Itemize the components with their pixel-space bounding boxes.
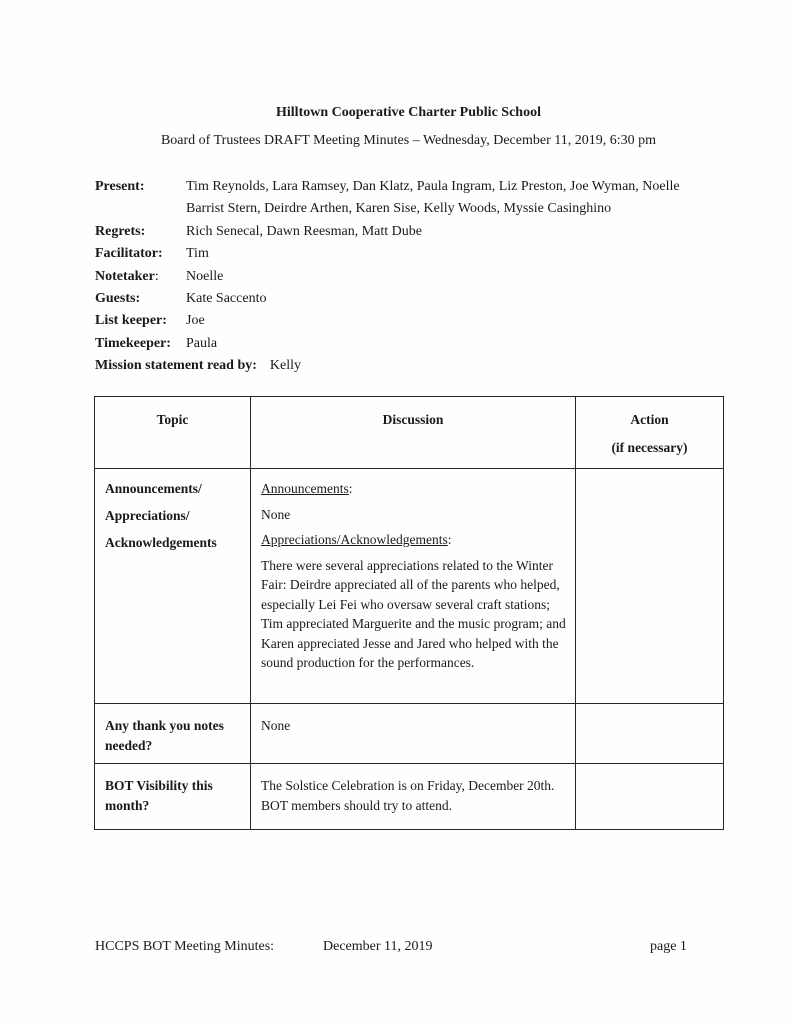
- topic-cell-bot-visibility: BOT Visibility this month?: [95, 764, 251, 830]
- thank-you-notes-text: None: [261, 718, 291, 733]
- footer-document-label: HCCPS BOT Meeting Minutes:: [95, 939, 275, 954]
- roster-label: [95, 333, 186, 355]
- footer-page-number: page 1: [650, 939, 687, 954]
- action-header-line2: (if necessary): [611, 439, 688, 455]
- appreciations-heading-line: [261, 530, 567, 550]
- roster-value: Tim: [186, 246, 209, 262]
- roster-label: [95, 266, 186, 288]
- mission-statement-value: Kelly: [269, 358, 302, 374]
- roster-row-list-keeper: [95, 310, 724, 332]
- roster-row-timekeeper: [95, 333, 724, 355]
- table-row-announcements: [95, 469, 724, 704]
- announcements-heading: Announcements: [261, 481, 349, 496]
- roster-row-facilitator: [95, 243, 724, 265]
- roster-label-text: List keeper:: [95, 313, 167, 329]
- roster-label-text: Notetaker: [95, 268, 155, 284]
- column-header-topic: Topic: [95, 397, 251, 469]
- roster-value: Kate Saccento: [186, 291, 267, 307]
- mission-statement-label: Mission statement read by:: [95, 358, 257, 374]
- announcements-heading-line: [261, 479, 567, 499]
- minutes-table: [94, 396, 724, 830]
- attendance-roster: [95, 176, 724, 378]
- roster-label: [95, 221, 186, 243]
- topic-cell-thank-you-notes: Any thank you notes needed?: [95, 704, 251, 764]
- roster-label: [95, 288, 186, 310]
- roster-value: Noelle: [186, 268, 224, 284]
- announcements-heading-colon: :: [348, 481, 353, 496]
- roster-label: [95, 176, 186, 198]
- roster-row-notetaker: [95, 266, 724, 288]
- roster-row-guests: [95, 288, 724, 310]
- document-title: Hilltown Cooperative Charter Public School: [276, 105, 541, 120]
- action-cell-bot-visibility: [576, 764, 724, 830]
- discussion-cell-thank-you-notes: [251, 704, 576, 764]
- topic-cell-announcements: Announcements/ Appreciations/ Acknowledgements: [95, 469, 251, 704]
- column-header-discussion: Discussion: [251, 397, 576, 469]
- roster-value: Rich Senecal, Dawn Reesman, Matt Dube: [186, 223, 422, 239]
- document-subtitle: Board of Trustees DRAFT Meeting Minutes – Wednesday, December 11, 2019, 6:30 pm: [160, 133, 657, 148]
- roster-label-tail: :: [154, 268, 159, 284]
- footer-date: December 11, 2019: [323, 939, 433, 954]
- roster-value: Joe: [186, 313, 205, 329]
- column-header-action: [576, 397, 724, 469]
- roster-row-mission-statement: [95, 355, 724, 377]
- roster-value: Paula: [186, 335, 218, 351]
- discussion-cell-announcements: [251, 469, 576, 704]
- action-cell-announcements: [576, 469, 724, 704]
- table-row-bot-visibility: [95, 764, 724, 830]
- roster-row-regrets: [95, 221, 724, 243]
- announcements-none-text: None: [261, 506, 291, 522]
- roster-label-text: Present:: [95, 179, 145, 194]
- roster-label-text: Guests:: [95, 291, 141, 307]
- roster-label: [95, 243, 186, 265]
- roster-row-present: [95, 176, 724, 221]
- appreciations-paragraph: There were several appreciations related to the Winter Fair: Deirdre appreciated all of the parents who helped, especially Lei Fei who oversaw several craft stations; Tim appreciated Marguerite and the music program; and Karen appreciated Jesse and Jared who helped with the sound production for the performances.: [261, 557, 566, 670]
- appreciations-heading: Appreciations/Acknowledgements: [261, 532, 448, 547]
- action-cell-thank-you-notes: [576, 704, 724, 764]
- table-row-thank-you-notes: [95, 704, 724, 764]
- appreciations-heading-colon: :: [447, 532, 452, 547]
- table-header-row: [95, 397, 724, 469]
- bot-visibility-text: The Solstice Celebration is on Friday, December 20th. BOT members should try to attend.: [261, 778, 555, 813]
- roster-label-text: Regrets:: [95, 223, 146, 239]
- action-header-line1: Action: [630, 412, 669, 427]
- discussion-cell-bot-visibility: [251, 764, 576, 830]
- roster-label-text: Facilitator:: [95, 246, 163, 262]
- roster-value: Tim Reynolds, Lara Ramsey, Dan Klatz, Paula Ingram, Liz Preston, Joe Wyman, Noelle Barrist Stern, Deirdre Arthen, Karen Sise, Kelly Woods, Myssie Casinghino: [186, 179, 680, 217]
- roster-label-text: Timekeeper:: [95, 335, 171, 351]
- roster-label: [95, 310, 186, 332]
